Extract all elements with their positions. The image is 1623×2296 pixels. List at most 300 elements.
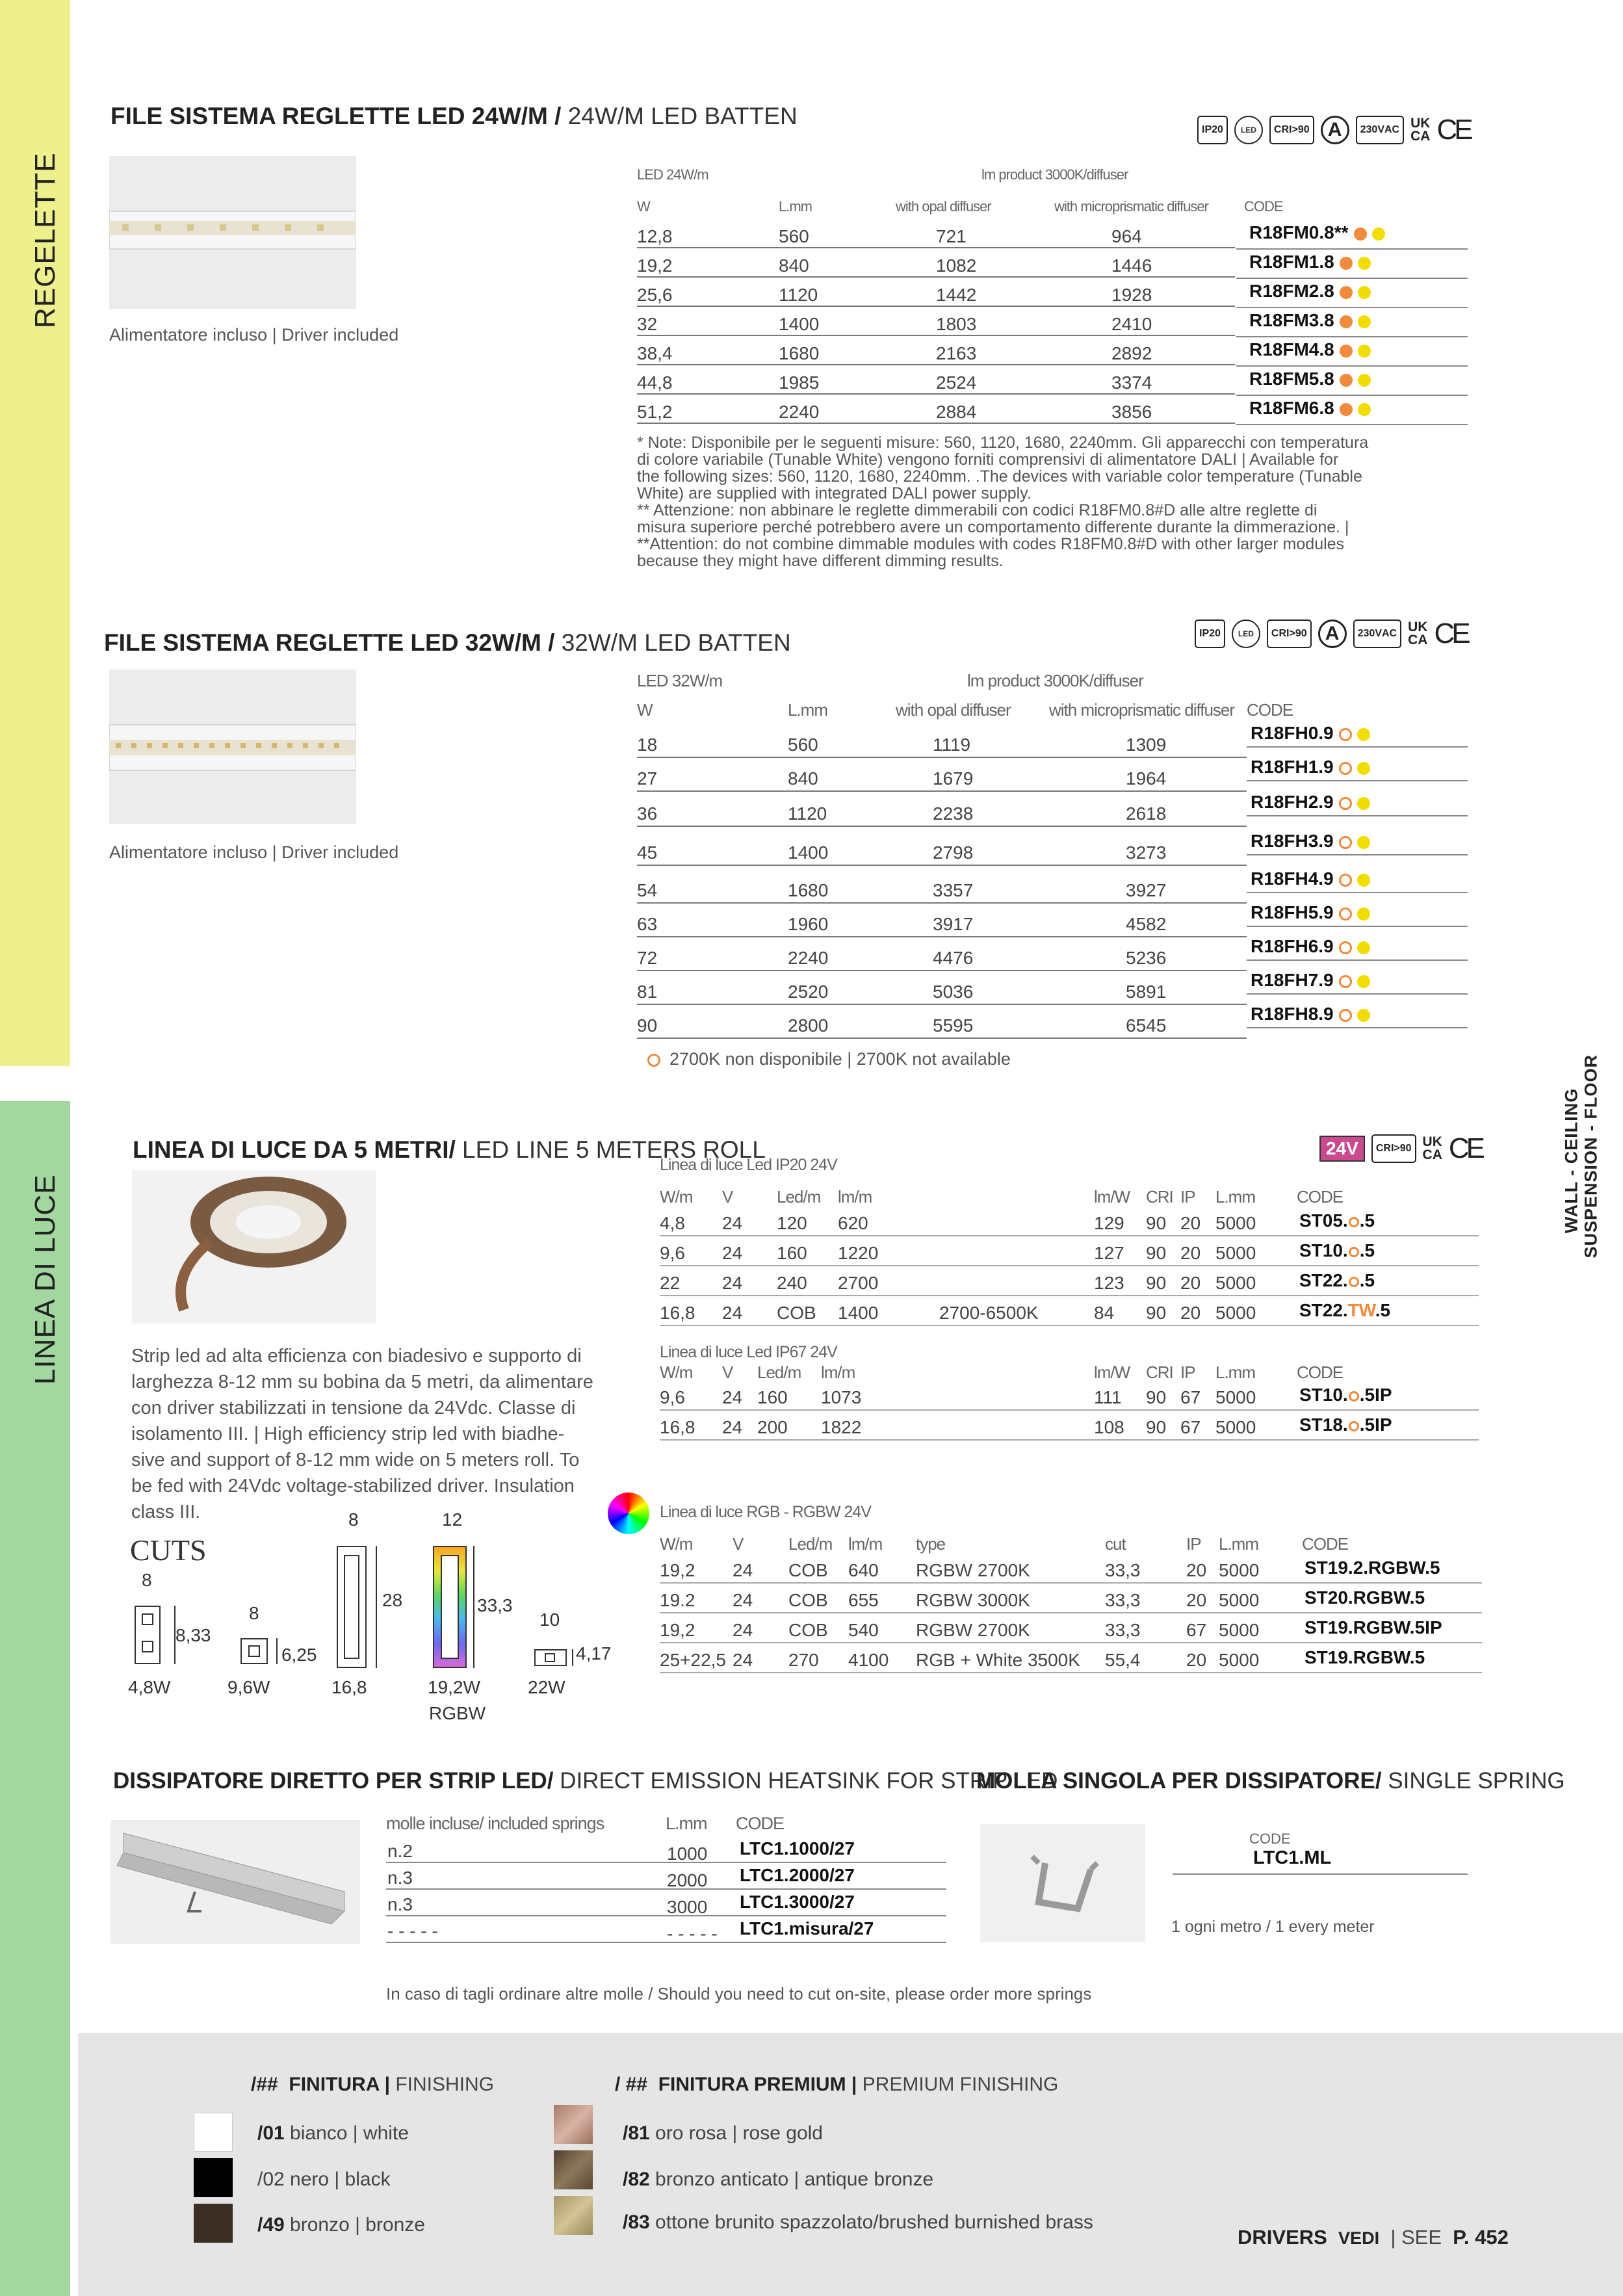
caption-driver-2: Alimentatore incluso | Driver included: [109, 842, 399, 862]
rgb-wheel-icon: [608, 1493, 649, 1534]
cell-cut: 55,4: [1105, 1650, 1141, 1670]
cut-e-shape: [534, 1649, 567, 1666]
cell-ledm: COB: [777, 1303, 816, 1323]
cell-l: 2240: [779, 402, 820, 422]
cell-wm: 22: [660, 1273, 681, 1293]
cut-b-height: 6,25: [281, 1645, 317, 1665]
finish-black: /02 nero | black: [257, 2169, 391, 2190]
cell-cut: 33,3: [1105, 1590, 1141, 1610]
led-included-icon: LED: [1232, 620, 1260, 648]
cell-l: 5000: [1215, 1213, 1256, 1233]
yellow-dot-icon: [1358, 315, 1371, 328]
t2-title: Linea di luce Led IP67 24V: [660, 1343, 837, 1361]
table-row: [637, 761, 1247, 792]
code-underline: [1247, 926, 1468, 927]
note-24w: * Note: Disponibile per le seguenti misure: 560, 1120, 1680, 2240mm. Gli apparecchi con temperatura di colore variabile (Tunable White) vengono forniti comprensivi di alimentatore DALI | Available for the following sizes: 560, 1120, 1680, 2240mm. .The devices with variable color temperature (Tunable White) are supplied with integrated DALI power supply. ** Attenzione: non abbinare le reglette dimmerabili con codici R18FM0.8#D alle altre reglette di misura superiore perché potrebbero avere un comportamento differente durante la dimmerazione. | **Attention: do not combine dimmable modules with codes R18FM0.8#D with other larger modules because they might have different dimming results.: [637, 434, 1369, 570]
table-row: [637, 974, 1247, 1005]
cell-ledm: COB: [788, 1620, 828, 1640]
finishing-panel: [78, 2033, 1623, 2296]
ukca-icon: UK CA: [1422, 1134, 1442, 1162]
230v-icon: 230V AC: [1353, 620, 1401, 648]
cell-wm: 16,8: [660, 1417, 695, 1437]
cell-opal: 1119: [933, 735, 971, 755]
table-row: [637, 940, 1247, 971]
product-code: [1251, 970, 1370, 991]
code-underline: [1236, 307, 1468, 308]
orange-ring-icon: [1339, 941, 1352, 954]
header-led: LED 24W/m: [637, 166, 708, 183]
code-text: R18FH3.9: [1251, 831, 1334, 851]
cut-b-label: 9,6W: [227, 1677, 270, 1697]
temperature-ring-icon: [1349, 1277, 1359, 1287]
table-row: [637, 367, 1235, 395]
product-code: [1249, 398, 1371, 419]
code-underline: [1236, 336, 1468, 337]
led-batten-24w-photo: [109, 156, 356, 309]
cell-ledm: 270: [788, 1650, 819, 1670]
cut-a-shape: [135, 1606, 161, 1664]
product-code: [1251, 936, 1370, 957]
header-l: L.mm: [779, 198, 812, 215]
cut-e-height: 4,17: [576, 1643, 612, 1663]
code-text: R18FH1.9: [1251, 757, 1334, 777]
yellow-dot-icon: [1357, 941, 1370, 954]
cell-wm: 9,6: [660, 1387, 685, 1407]
code-text: R18FM0.8**: [1249, 222, 1349, 242]
table-row: [637, 397, 1235, 424]
code-underline: [1236, 278, 1468, 279]
cell-opal: 5036: [933, 982, 974, 1002]
finish-white: /01 bianco | white: [257, 2122, 409, 2144]
t3-title: Linea di luce RGB - RGBW 24V: [660, 1503, 871, 1521]
cell-ip: 20: [1180, 1213, 1201, 1233]
yellow-dot-icon: [1358, 286, 1371, 299]
code-text: R18FH7.9: [1251, 970, 1334, 990]
code-prefix: ST22.: [1299, 1300, 1348, 1320]
cell-lmm: 2700: [838, 1273, 879, 1293]
code-text: R18FM6.8: [1249, 398, 1334, 418]
cell-opal: 2798: [933, 842, 974, 863]
code-underline: [1236, 365, 1468, 367]
cell-lmm: 1822: [821, 1417, 862, 1437]
code-underline: [1247, 993, 1468, 995]
cell-l: 1985: [779, 372, 820, 393]
cell-length: 3000: [667, 1897, 708, 1917]
led-strip-roll-photo: [132, 1170, 376, 1324]
header-lm: lm product 3000K/diffuser: [981, 166, 1128, 183]
cell-wm: 16,8: [660, 1303, 695, 1323]
orange-ring-icon: [1339, 728, 1352, 741]
cell-lmm: 540: [848, 1620, 879, 1640]
h-wm: W/m: [660, 1534, 693, 1554]
yellow-dot-icon: [1357, 797, 1370, 810]
cell-ledm: 200: [757, 1417, 788, 1437]
product-code: [1249, 281, 1371, 302]
table-row: [637, 338, 1235, 365]
cell-micro: 6545: [1126, 1015, 1167, 1036]
cell-w: 63: [637, 914, 658, 934]
table-row: [637, 250, 1235, 278]
cell-ip: 20: [1180, 1273, 1201, 1293]
cell-type: RGB + White 3500K: [916, 1650, 1080, 1670]
cell-wm: 9,6: [660, 1243, 685, 1263]
finish-brushed-brass: /83 ottone brunito spazzolato/brushed burnished brass: [623, 2211, 1093, 2233]
cuts-title: CUTS: [130, 1533, 207, 1567]
product-code: [1251, 902, 1370, 923]
h-lmm: lm/m: [821, 1363, 855, 1382]
code-suffix: .5: [1375, 1300, 1391, 1320]
cell-springs: n.3: [387, 1894, 413, 1914]
ce-icon: CE: [1448, 1132, 1482, 1164]
cut-a-width: 8: [142, 1570, 152, 1590]
header-w: W: [637, 198, 650, 215]
cell-w: 51,2: [637, 402, 673, 422]
swatch-black[interactable]: [194, 2158, 233, 2197]
code-underline: [1236, 248, 1468, 250]
cut-c-height: 28: [382, 1590, 403, 1610]
cert-icons-2: [1195, 618, 1468, 650]
cell-cri: 90: [1146, 1417, 1167, 1437]
cell-micro: 2618: [1126, 803, 1167, 824]
cell-opal: 1679: [933, 768, 974, 789]
code-prefix: ST22.: [1299, 1270, 1348, 1290]
cell-opal: 1082: [936, 255, 977, 276]
cell-opal: 2524: [936, 372, 977, 393]
header-led: LED 32W/m: [637, 671, 723, 690]
product-code: [1251, 1004, 1370, 1024]
orange-ring-icon: [1339, 797, 1352, 810]
code-text: R18FH4.9: [1251, 868, 1334, 889]
h-lmm: lm/m: [838, 1187, 872, 1207]
orange-dot-icon: [1354, 228, 1367, 241]
cell-l: 1400: [788, 842, 829, 863]
cell-cut: 33,3: [1105, 1560, 1141, 1580]
yellow-dot-icon: [1358, 257, 1371, 270]
cell-l: 1400: [779, 314, 820, 334]
side-label-wall: WALL - CEILING: [1561, 1088, 1581, 1234]
table-row: [637, 727, 1247, 758]
cut-e-label: 22W: [528, 1677, 565, 1697]
h-cri: CRI: [1146, 1363, 1173, 1382]
cell-length: 2000: [667, 1870, 708, 1890]
cut-b-width: 8: [249, 1603, 259, 1623]
cell-lmm: 640: [848, 1560, 879, 1580]
cell-v: 24: [733, 1650, 753, 1670]
product-code: [1305, 1617, 1442, 1638]
product-code: [1249, 310, 1371, 331]
cell-wm: 19,2: [660, 1560, 695, 1580]
cell-type: RGBW 2700K: [916, 1620, 1030, 1640]
cell-w: 12,8: [637, 226, 673, 246]
caption-driver-1: Alimentatore incluso | Driver included: [109, 325, 399, 345]
cell-wm: 4,8: [660, 1213, 685, 1233]
cell-lmw: 84: [1094, 1303, 1115, 1323]
cert-icons-3: [1319, 1132, 1482, 1165]
drivers-reference[interactable]: DRIVERS VEDI | SEE P. 452: [1238, 2226, 1509, 2249]
cut-a-height: 8,33: [175, 1625, 211, 1645]
cell-micro: 3374: [1111, 372, 1152, 393]
spring-note: 1 ogni metro / 1 every meter: [1171, 1918, 1375, 1936]
table-row: [386, 1890, 946, 1916]
temperature-ring-icon: [1349, 1421, 1359, 1431]
code-prefix: ST05.: [1299, 1210, 1348, 1231]
code-suffix: .5: [1359, 1240, 1375, 1260]
cell-l: 1120: [788, 803, 827, 824]
cell-micro: 1964: [1126, 768, 1167, 789]
cell-opal: 5595: [933, 1015, 974, 1036]
table-row: [637, 280, 1235, 307]
cell-lmm: 1220: [838, 1243, 879, 1263]
led-batten-32w-photo: [109, 670, 356, 824]
header-code: CODE: [1244, 198, 1283, 215]
cell-lmm: 655: [848, 1590, 879, 1610]
yellow-dot-icon: [1372, 228, 1385, 241]
cell-l: 5000: [1215, 1303, 1256, 1323]
code-text: R18FM2.8: [1249, 281, 1334, 301]
cell-w: 54: [637, 880, 658, 900]
cell-lmm: 4100: [848, 1650, 889, 1670]
h-code: CODE: [1302, 1534, 1349, 1554]
yellow-dot-icon: [1357, 1009, 1370, 1022]
swatch-rose-gold[interactable]: [554, 2105, 593, 2144]
code-text: R18FH0.9: [1251, 723, 1334, 743]
cell-opal: 2163: [936, 343, 977, 363]
table-row: [637, 309, 1235, 336]
cut-b-shape: [240, 1638, 268, 1664]
h-ledm: Led/m: [777, 1187, 821, 1207]
h-ip: IP: [1180, 1363, 1195, 1382]
cell-length: 1000: [667, 1844, 708, 1864]
led-included-icon: LED: [1234, 116, 1263, 144]
cell-ledm: COB: [788, 1560, 828, 1580]
cell-l: 1680: [788, 880, 829, 900]
code-underline: [1247, 854, 1468, 855]
cell-ledm: 120: [777, 1213, 807, 1233]
24v-icon: 24V: [1319, 1136, 1365, 1162]
h-cut: cut: [1105, 1534, 1126, 1554]
product-code: [1251, 831, 1370, 852]
code-text: R18FM3.8: [1249, 310, 1334, 330]
cell-ip: 20: [1186, 1590, 1207, 1610]
orange-dot-icon: [1340, 403, 1353, 416]
cell-l: 2240: [788, 948, 829, 968]
h-code: CODE: [1297, 1363, 1344, 1382]
code-text: R18FM1.8: [1249, 252, 1334, 272]
h-wm: W/m: [660, 1363, 693, 1382]
cell-lmw: 123: [1094, 1273, 1124, 1293]
cell-opal: 2238: [933, 803, 974, 824]
product-code: [1305, 1587, 1425, 1608]
cell-l: 560: [788, 735, 818, 755]
cell-l: 840: [788, 768, 818, 789]
product-code: [1305, 1647, 1425, 1668]
cell-opal: 4476: [933, 948, 974, 968]
cell-micro: 1446: [1111, 255, 1152, 276]
section3-title: LINEA DI LUCE DA 5 METRI/ LED LINE 5 METERS ROLL: [133, 1136, 766, 1163]
cell-micro: 5236: [1126, 948, 1167, 968]
cell-v: 24: [722, 1213, 743, 1233]
h-type: type: [916, 1534, 946, 1554]
orange-dot-icon: [1340, 257, 1353, 270]
yellow-dot-icon: [1358, 345, 1371, 358]
t1-title: Linea di luce Led IP20 24V: [660, 1156, 837, 1174]
energy-class-a-icon: A: [1321, 116, 1349, 144]
code-prefix: ST10.: [1299, 1240, 1348, 1260]
table-row: [637, 835, 1247, 866]
cell-k: 2700-6500K: [939, 1303, 1039, 1323]
code-suffix: .5: [1359, 1270, 1375, 1290]
cell-springs: - - - - -: [387, 1921, 438, 1941]
cell-ledm: 160: [777, 1243, 807, 1263]
code-text: ST19.RGBW.5IP: [1305, 1617, 1442, 1637]
yellow-dot-icon: [1357, 762, 1370, 775]
yellow-dot-icon: [1357, 728, 1370, 741]
cell-lmw: 108: [1094, 1417, 1124, 1437]
h-lmmm: L.mm: [1215, 1187, 1255, 1207]
strip-description: Strip led ad alta efficienza con biadesivo e supporto di larghezza 8-12 mm su bobina da 5 metri, da alimentare con driver stabilizzati in tensione da 24Vdc. Classe di isolamento III. | High efficiency strip led with biadhe- sive and support of 8-12 mm wide on 5 meters roll. To be fed with 24Vdc voltage-stabilized driver. Insulation class III.: [131, 1346, 593, 1522]
product-code: [1299, 1300, 1390, 1321]
code-prefix: ST18.: [1299, 1415, 1348, 1435]
product-code: [1251, 792, 1370, 813]
cell-l: 2800: [788, 1015, 829, 1036]
cell-micro: 1928: [1111, 285, 1152, 305]
cut-d-height: 33,3: [477, 1595, 513, 1615]
temperature-ring-icon: [1349, 1247, 1359, 1257]
product-code: [1299, 1415, 1392, 1435]
cell-v: 24: [722, 1303, 743, 1323]
cell-micro: 3273: [1126, 842, 1167, 863]
code-suffix: .5IP: [1359, 1385, 1392, 1405]
swatch-antique-bronze[interactable]: [554, 2150, 593, 2189]
section1-title: FILE SISTEMA REGLETTE LED 24W/M / 24W/M LED BATTEN: [110, 103, 798, 129]
cell-cri: 90: [1146, 1303, 1167, 1323]
h-v: V: [722, 1187, 733, 1207]
h-lmmm: L.mm: [1215, 1363, 1255, 1382]
side-label-suspension: SUSPENSION - FLOOR: [1581, 1054, 1601, 1259]
cell-micro: 3927: [1126, 880, 1167, 900]
table-row: [386, 1864, 946, 1890]
cri-icon: CRI >90: [1371, 1134, 1416, 1163]
cell-l: 5000: [1215, 1273, 1256, 1293]
h-ledm: Led/m: [757, 1363, 801, 1382]
cell-ledm: 240: [777, 1273, 807, 1293]
cut-c-width: 8: [348, 1509, 359, 1530]
cell-w: 72: [637, 948, 658, 968]
product-code: [1299, 1210, 1375, 1231]
h-springs: molle incluse/ included springs: [386, 1814, 604, 1833]
swatch-bronze[interactable]: [194, 2204, 233, 2243]
section5-title: MOLLA SINGOLA PER DISSIPATORE/ SINGLE SPRING: [976, 1768, 1565, 1794]
code-underline: [1247, 746, 1468, 748]
yellow-dot-icon: [1357, 907, 1370, 920]
yellow-dot-icon: [1358, 403, 1371, 416]
cut-a-label: 4,8W: [128, 1677, 171, 1697]
cut-d-shape: [433, 1546, 467, 1668]
cell-cri: 90: [1146, 1213, 1167, 1233]
heatsink-photo: [110, 1820, 360, 1944]
cell-v: 24: [722, 1273, 743, 1293]
table-row: [637, 906, 1247, 937]
cell-v: 24: [733, 1560, 753, 1580]
code-underline: [1236, 424, 1468, 425]
temperature-ring-icon: [1349, 1217, 1359, 1227]
energy-class-a-icon: A: [1318, 620, 1347, 648]
product-code: [1249, 252, 1371, 272]
code-underline: [1247, 892, 1468, 893]
cell-springs: n.2: [387, 1841, 413, 1861]
230v-icon: 230V AC: [1356, 116, 1404, 144]
cut-c-shape: [337, 1546, 367, 1668]
cell-length: - - - - -: [667, 1924, 718, 1944]
table-row: [637, 872, 1247, 904]
cell-l: 2520: [788, 982, 829, 1002]
cell-ip: 67: [1186, 1620, 1207, 1640]
h-cri: CRI: [1146, 1187, 1173, 1207]
ip20-icon: IP20: [1197, 116, 1228, 144]
h-lmw: lm/W: [1094, 1363, 1130, 1382]
cell-l: 1680: [779, 343, 820, 363]
h-code: CODE: [736, 1814, 785, 1833]
legend-2700k: 2700K non disponibile | 2700K not available: [647, 1049, 1011, 1069]
cell-l: 5000: [1215, 1417, 1256, 1437]
cell-w: 45: [637, 842, 658, 863]
cell-ledm: COB: [788, 1590, 828, 1610]
swatch-white[interactable]: [194, 2113, 233, 2152]
cell-ip: 67: [1180, 1417, 1201, 1437]
cri-icon: CRI >90: [1267, 620, 1312, 648]
header-opal: with opal diffuser: [896, 700, 1011, 720]
h-v: V: [722, 1363, 733, 1382]
premium-title: / ## FINITURA PREMIUM | PREMIUM FINISHING: [615, 2074, 1059, 2095]
orange-ring-icon: [1339, 907, 1352, 920]
ip20-icon: IP20: [1195, 620, 1225, 648]
table-row: [637, 1008, 1247, 1039]
code-text: R18FH5.9: [1251, 902, 1334, 922]
header-w: W: [637, 700, 653, 720]
cut-d-width: 12: [442, 1509, 463, 1530]
product-code: [1251, 723, 1370, 744]
cell-opal: 3357: [933, 880, 974, 900]
cell-ip: 20: [1186, 1650, 1207, 1670]
header-micro: with microprismatic diffuser: [1054, 198, 1208, 215]
finishing-title: /## FINITURA | FINISHING: [251, 2074, 495, 2095]
code-suffix: .5: [1359, 1210, 1375, 1231]
product-code: [1299, 1385, 1392, 1405]
h-ip: IP: [1186, 1534, 1201, 1554]
cell-micro: 964: [1111, 226, 1142, 246]
cell-l: 1960: [788, 914, 829, 934]
cell-w: 25,6: [637, 285, 673, 305]
cell-w: 44,8: [637, 372, 673, 393]
yellow-dot-icon: [1357, 975, 1370, 988]
code-suffix: .5IP: [1359, 1415, 1392, 1435]
cri-icon: CRI >90: [1269, 116, 1314, 144]
code-text: R18FH8.9: [1251, 1004, 1334, 1024]
finish-antique-bronze: /82 bronzo anticato | antique bronze: [623, 2169, 934, 2190]
cell-w: 27: [637, 768, 658, 789]
cell-ip: 20: [1180, 1243, 1201, 1263]
cell-v: 24: [722, 1417, 743, 1437]
cell-micro: 2410: [1111, 314, 1152, 334]
temperature-ring-icon: [1349, 1391, 1359, 1402]
swatch-brushed-brass[interactable]: [554, 2196, 593, 2235]
header-l: L.mm: [788, 700, 827, 720]
cell-w: 36: [637, 803, 658, 824]
cut-d-label2: RGBW: [429, 1703, 486, 1723]
cell-cri: 90: [1146, 1387, 1167, 1407]
cell-l: 1120: [779, 285, 818, 305]
cell-l: 5000: [1215, 1387, 1256, 1407]
